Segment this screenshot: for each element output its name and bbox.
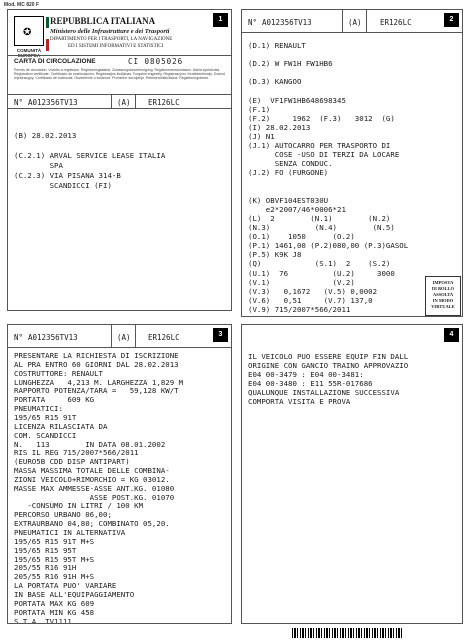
text-line: E04 00-3479 : E04 00-3481: [248,370,364,379]
id-number: A012356TV13 [28,333,78,342]
text-line: S.T.A. TV1111 [14,616,72,624]
text-line: AL PRA ENTRO 60 GIORNI DAL 28.02.2013 [14,359,179,369]
id-a-label: (A) [117,98,131,107]
text-line: COM. SCANDICCI [14,430,77,440]
text-line: SPA [14,161,63,170]
emblem-label: COMUNITÀ EUROPEA [16,48,42,58]
id-a-label: (A) [348,18,362,27]
text-line: ORIGINE CON GANCIO TRAINO APPROVAZIO [248,361,409,370]
text-line: COSE -USO DI TERZI DA LOCARE [248,150,400,160]
text-line: 205/55 R16 91H M+S [14,572,95,582]
form-code: Mod. MC 820 F [4,2,40,8]
tax-stamp: IMPOSTA DI BOLLO ASSOLTA IN MODO VIRTUALE [425,276,461,316]
text-line: 195/65 R15 95T M+S [14,554,95,564]
text-line: 195/65 R15 91T [14,412,77,422]
text-line: (D.2) W FW1H FW1HB6 [248,59,333,69]
text-line: MASSE MAX AMMESSE-ASSE ANT.KG. 01080 [14,483,175,493]
panel-number: 3 [213,328,228,342]
text-line: E04 00-3480 : E11 55R-017686 [248,379,373,388]
republic-title: REPUBBLICA ITALIANA [50,16,156,26]
text-line: (K) OBVF104EST030U [248,195,329,205]
text-line: 205/55 R16 91H [14,563,77,573]
eu-emblem [14,16,44,46]
text-line: SENZA CONDUC. [248,159,333,169]
barcode [292,628,402,638]
star-icon: ✪ [23,23,32,39]
text-line: ASSE POST.KG. 01070 [14,492,175,502]
text-line: MASSA MASSIMA TOTALE DELLE COMBINA- [14,466,170,476]
text-line: (J.2) FO (FURGONE) [248,168,329,178]
text-line: (L) 2 (N.1) (N.2) [248,213,391,223]
department-title: DIPARTIMENTO PER I TRASPORTI, LA NAVIGAZIONE [50,37,173,42]
text-line: (U.1) 76 (U.2) 3000 [248,268,395,278]
text-line: (F.1) [248,104,271,114]
text-line: (V.3) 0,1672 (V.5) 0,0002 [248,286,378,296]
text-line: N. 113 IN DATA 08.01.2002 [14,439,166,449]
panel-number: 4 [444,328,459,342]
text-line: (V.1) (V.2) [248,277,355,287]
text-line: PNEUMATICI: [14,404,63,414]
panel-number: 2 [444,13,459,27]
text-line: RAPPORTO POTENZA/TARA = 59,128 KW/T [14,386,179,396]
text-line: (D.3) KANGOO [248,77,302,87]
plate-number: ER126LC [380,18,412,27]
text-line: (N.3) (N.4) (N.5) [248,223,395,232]
panel-2 [241,9,463,317]
text-line: (I) 28.02.2013 [248,122,311,132]
text-line: e2*2007/46*0006*21 [248,204,346,214]
text-line: QUALUNQUE INSTALLAZIONE SUCCESSIVA [248,388,400,397]
text-line: (C.2.1) ARVAL SERVICE LEASE ITALIA [14,151,166,160]
text-line: COSTRUTTORE: RENAULT [14,368,103,378]
text-line: (C.2.3) VIA PISANA 314-B [14,171,121,180]
text-line: (P.5) K9K J8 [248,250,302,260]
ministry-title: Ministero delle Infrastrutture e dei Trasporti [50,28,170,35]
text-line: -CONSUMO IN LITRI / 100 KM [14,501,144,511]
text-line: (EURO5B CDD DISP ANTIPART) [14,457,130,467]
text-line: 195/65 R15 95T [14,545,77,555]
plate-number: ER126LC [148,333,180,342]
text-line: SCANDICCI (FI) [14,181,112,190]
panel-number: 1 [213,13,228,27]
text-line: IN BASE ALL'EQUIPAGGIAMENTO [14,589,135,599]
text-line: PNEUMATICI IN ALTERNATIVA [14,528,126,537]
flag-stripe [46,17,49,51]
panel-1 [7,9,232,311]
carta-label: CARTA DI CIRCOLAZIONE [14,58,96,65]
text-line: (J.1) AUTOCARRO PER TRASPORTO DI [248,141,391,151]
text-line: ZIONI VEICOLO+RIMORCHIO = KG 03012. [14,474,170,484]
text-line: (J) N1 [248,132,275,141]
id-number: A012356TV13 [28,98,78,107]
text-line: (V.6) 0,51 (V.7) 137,0 [248,295,373,305]
text-line: LA PORTATA PUO' VARIARE [14,581,117,591]
panel-3 [7,324,232,624]
text-line: (B) 28.02.2013 [14,131,77,140]
text-line: (D.1) RENAULT [248,41,306,50]
id-prefix: N° [14,333,24,342]
id-prefix: N° [248,18,258,27]
text-line: EXTRAURBANO 04,80; COMBINATO 05,20. [14,519,170,529]
text-line: IL VEICOLO PUO ESSERE EQUIP FIN DALL [248,352,409,361]
text-line: (O.1) 1050 (O.2) [248,232,355,242]
text-line: PERCORSO URBANO 06,00; [14,510,112,520]
text-line: PORTATA MIN KG 458 [14,607,95,617]
text-line: PORTATA 609 KG [14,395,95,405]
id-number: A012356TV13 [262,18,312,27]
text-line: COMPORTA VISITA E PROVA [248,397,351,406]
text-line: (E) VF1FW1HB648698345 [248,95,346,105]
text-line: 195/65 R15 91T M+S [14,536,95,546]
text-line: LUNGHEZZA 4,213 M. LARGHEZZA 1,829 M [14,377,184,387]
fine-print: Permis de circulation. Vozidlo a registrace. Registreringsattest. Zulassungsbescheinigung. Registreerimistunnistus. Ädeia kykloforias. Registration certificate. Certificado de matriculación. Registracijos liudijimas. Forgalmi engedély. Registrazzjoni. Kentekenbewijs. Dowód rejestracyjny. Certificado de matrícula. Osvedčenie o evidencii. Prometno dovoljenje. Rekisteröintitodistus. Registreringsbevis. [14,68,225,80]
text-line: (V.9) 715/2007*566/2011 [248,304,351,314]
carta-number: CI 0805026 [128,57,184,66]
text-line: PORTATA MAX KG 609 [14,598,95,608]
text-line: (P.1) 1461,00 (P.2)080,00 (P.3)GASOL [248,241,409,251]
text-line: (F.2) 1962 (F.3) 3012 (G) [248,113,395,123]
text-line: LICENZA RILASCIATA DA [14,421,108,431]
id-a-label: (A) [117,333,131,342]
text-line: PRESENTARE LA RICHIESTA DI ISCRIZIONE [14,351,179,360]
id-prefix: N° [14,98,24,107]
text-line: (Q) (S.1) 2 (S.2) [248,259,391,269]
text-line: RIS IL REG 715/2007*566/2011 [14,448,139,458]
department-subtitle: ED I SISTEMI INFORMATIVI E STATISTICI [68,44,164,49]
plate-number: ER126LC [148,98,180,107]
panel-4 [241,324,463,624]
